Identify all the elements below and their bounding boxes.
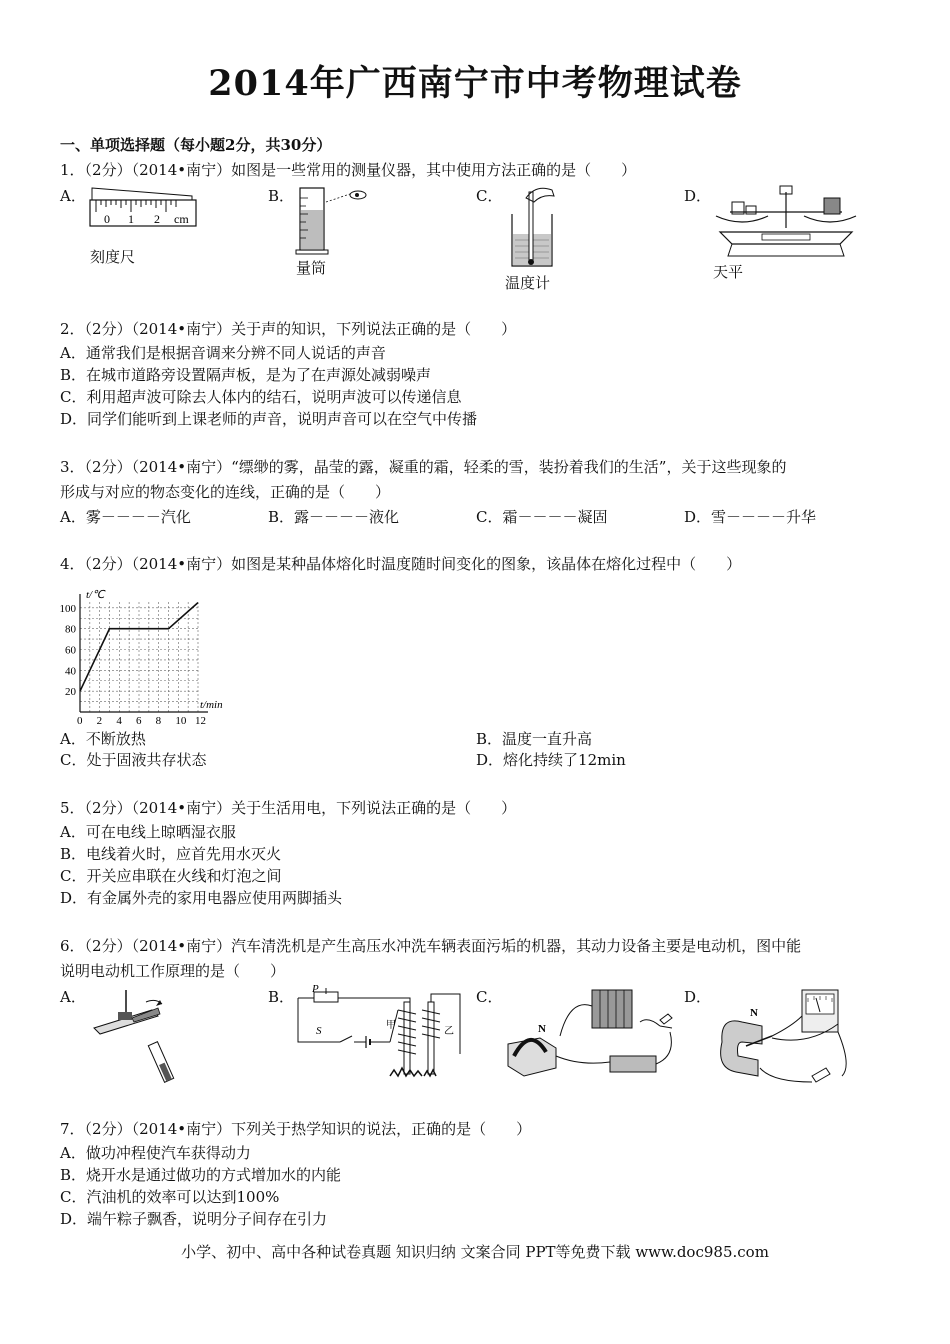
x-axis-label: t/min (200, 699, 223, 711)
thermometer-beaker-figure (500, 184, 570, 274)
q6-figure-c (500, 986, 680, 1086)
q5-option-d: D．有金属外壳的家用电器应使用两脚插头 (60, 889, 343, 907)
q2-option-b: B．在城市道路旁设置隔声板，是为了在声源处减弱噪声 (60, 366, 432, 384)
q6-stem-line2: 说明电动机工作原理的是（ ） (60, 962, 286, 980)
footer-text: 小学、初中、高中各种试卷真题 知识归纳 文案合同 PPT等免费下载 www.doc985.com (181, 1243, 769, 1261)
x-tick-label: 10 (175, 715, 187, 727)
y-tick-label: 60 (65, 644, 76, 657)
q1-caption-ruler: 刻度尺 (90, 248, 136, 266)
paper-title: 2014年广西南宁市中考物理试卷 (208, 63, 742, 104)
q7-option-d: D．端午粽子飘香，说明分子间存在引力 (60, 1210, 328, 1228)
q6-figure-b (290, 984, 470, 1084)
q6-option-c: C． (476, 988, 503, 1006)
x-tick-label: 6 (136, 715, 142, 727)
q1-caption-cylinder: 量筒 (296, 259, 327, 277)
q1-stem: 1．（2分）（2014•南宁）如图是一些常用的测量仪器，其中使用方法正确的是（ ） (60, 161, 637, 179)
q6-figure-d (712, 986, 862, 1088)
q2-option-d: D．同学们能听到上课老师的声音，说明声音可以在空气中传播 (60, 410, 478, 428)
ruler-tick-unit: cm (174, 212, 189, 226)
q1-caption-thermometer: 温度计 (505, 274, 551, 292)
q6-stem-line1: 6．（2分）（2014•南宁）汽车清洗机是产生高压水冲洗车辆表面污垢的机器，其动力设备主要是电动机，图中能 (60, 937, 802, 955)
q3-option-b: B．露－－－－液化 (268, 508, 400, 526)
q2-stem: 2．（2分）（2014•南宁）关于声的知识，下列说法正确的是（ ） (60, 320, 517, 338)
q2-option-c: C．利用超声波可除去人体内的结石，说明声波可以传递信息 (60, 388, 462, 406)
q5-stem: 5．（2分）（2014•南宁）关于生活用电，下列说法正确的是（ ） (60, 799, 517, 817)
q1-option-a: A． (60, 187, 86, 205)
y-tick-label: 40 (65, 665, 76, 678)
q2-option-a: A．通常我们是根据音调来分辨不同人说话的声音 (60, 344, 386, 362)
q5-option-b: B．电线着火时，应首先用水灭火 (60, 845, 282, 863)
q4-option-d: D．熔化持续了12min (476, 751, 626, 769)
q3-stem-line2: 形成与对应的物态变化的连线，正确的是（ ） (60, 483, 391, 501)
q6-option-b: B． (268, 988, 295, 1006)
y-tick-label: 80 (65, 623, 76, 636)
x-tick-label: 12 (195, 715, 206, 727)
x-tick-label: 0 (77, 715, 83, 727)
object-measured (92, 188, 192, 200)
q4-stem: 4．（2分）（2014•南宁）如图是某种晶体熔化时温度随时间变化的图象，该晶体在熔化过程中（ ） (60, 555, 742, 573)
q6c-label-n: N (538, 1023, 546, 1035)
q3-stem-line1: 3．（2分）（2014•南宁）“缥缈的雾，晶莹的露，凝重的霜，轻柔的雪，装扮着我们的生活”，关于这些现象的 (60, 458, 787, 476)
q1-option-d: D． (684, 187, 712, 205)
q7-option-c: C．汽油机的效率可以达到100% (60, 1188, 280, 1206)
q6d-label-n: N (750, 1007, 758, 1019)
q1-option-c: C． (476, 187, 503, 205)
q4-option-c: C．处于固液共存状态 (60, 751, 207, 769)
ruler-tick-1: 1 (128, 212, 134, 226)
q6b-label-yi: 乙 (444, 1026, 454, 1037)
ruler-tick-0: 0 (104, 212, 110, 226)
q4-option-a: A．不断放热 (60, 730, 146, 748)
q1-caption-balance: 天平 (713, 263, 744, 281)
q7-option-b: B．烧开水是通过做功的方式增加水的内能 (60, 1166, 342, 1184)
q7-option-a: A．做功冲程使汽车获得动力 (60, 1144, 251, 1162)
y-tick-label: 20 (65, 686, 76, 699)
q6b-label-p: P (312, 983, 319, 995)
x-tick-label: 8 (155, 715, 162, 727)
q6b-label-jia: 甲 (386, 1020, 396, 1031)
melting-curve-chart (58, 582, 238, 727)
q5-option-c: C．开关应串联在火线和灯泡之间 (60, 867, 282, 885)
q7-stem: 7．（2分）（2014•南宁）下列关于热学知识的说法，正确的是（ ） (60, 1120, 532, 1138)
q6-option-d: D． (684, 988, 712, 1006)
q4-option-b: B．温度一直升高 (476, 730, 593, 748)
y-tick-label: 100 (59, 602, 76, 615)
graduated-cylinder-figure (292, 184, 372, 258)
q3-option-a: A．雾－－－－汽化 (60, 508, 191, 526)
y-axis-label: t/℃ (86, 589, 105, 601)
ruler-tick-2: 2 (154, 212, 160, 226)
q6-figure-a (88, 988, 198, 1086)
q6-option-a: A． (60, 988, 86, 1006)
x-tick-label: 2 (96, 715, 103, 727)
section-heading: 一、单项选择题（每小题2分，共30分） (60, 136, 332, 154)
q5-option-a: A．可在电线上晾晒湿衣服 (60, 823, 236, 841)
ruler-figure (86, 186, 198, 244)
q3-option-c: C．霜－－－－凝固 (476, 508, 608, 526)
q6b-label-s: S (316, 1025, 322, 1037)
balance-figure (712, 184, 860, 262)
x-tick-label: 4 (116, 715, 122, 727)
q3-option-d: D．雪－－－－升华 (684, 508, 817, 526)
q1-option-b: B． (268, 187, 295, 205)
